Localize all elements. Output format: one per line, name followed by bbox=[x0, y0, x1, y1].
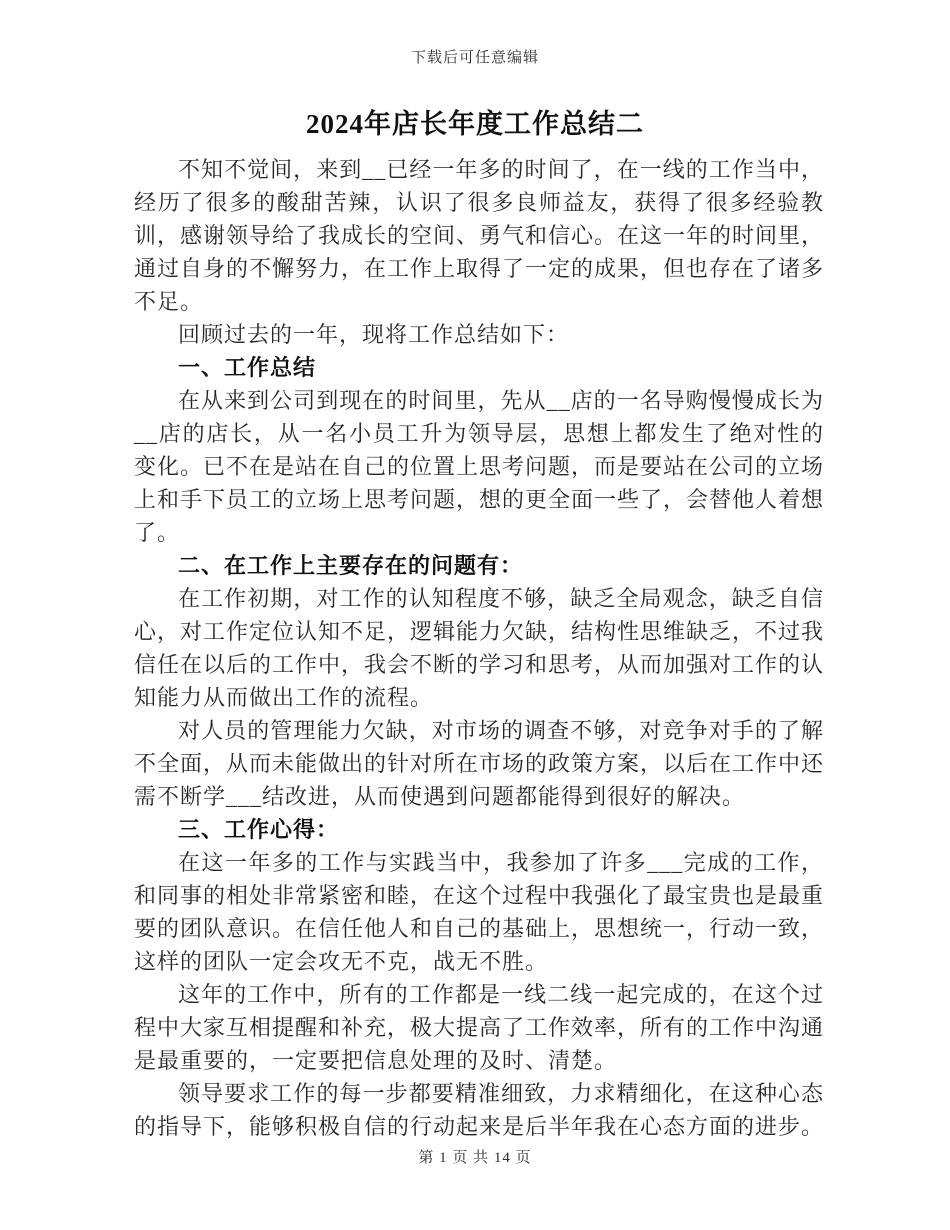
paragraph-intro: 不知不觉间，来到__已经一年多的时间了，在一线的工作当中，经历了很多的酸甜苦辣，认识了很多良师益友，获得了很多经验教训，感谢领导给了我成长的空间、勇气和信心。在这一年的时间里，通过自身的不懈努力，在工作上取得了一定的成果，但也存在了诸多不足。 bbox=[134, 157, 825, 314]
document-title: 2024年店长年度工作总结二 bbox=[306, 109, 644, 139]
page-footer bbox=[0, 1146, 950, 1167]
paragraph-section1: 在从来到公司到现在的时间里，先从__店的一名导购慢慢成长为__店的店长，从一名小员工升为领导层，思想上都发生了绝对性的变化。已不在是站在自己的位置上思考问题，而是要站在公司的立场上和手下员工的立场上思考问题，想的更全面一些了，会替他人着想了。 bbox=[134, 388, 825, 545]
paragraph-section3-b: 这年的工作中，所有的工作都是一线二线一起完成的，在这个过程中大家互相提醒和补充，极大提高了工作效率，所有的工作中沟通是最重要的，一定要把信息处理的及时、清楚。 bbox=[134, 982, 825, 1073]
paragraph-section3-a: 在这一年多的工作与实践当中，我参加了许多___完成的工作，和同事的相处非常紧密和睦，在这个过程中我强化了最宝贵也是最重要的团队意识。在信任他人和自己的基础上，思想统一，行动一致，这样的团队一定会攻无不克，战无不胜。 bbox=[134, 850, 825, 974]
section-heading-3: 三、工作心得： bbox=[178, 817, 340, 842]
section-heading-1: 一、工作总结 bbox=[178, 355, 317, 380]
page-header bbox=[0, 46, 950, 67]
paragraph-section2-a: 在工作初期，对工作的认知程度不够，缺乏全局观念，缺乏自信心，对工作定位认知不足，逻辑能力欠缺，结构性思维缺乏，不过我信任在以后的工作中，我会不断的学习和思考，从而加强对工作的认知能力从而做出工作的流程。 bbox=[134, 586, 825, 710]
paragraph-section3-c: 领导要求工作的每一步都要精准细致，力求精细化，在这种心态的指导下，能够积极自信的行动起来是后半年我在心态方面的进步。 bbox=[134, 1081, 825, 1139]
document-body bbox=[134, 153, 824, 1143]
section-heading-2: 二、在工作上主要存在的问题有： bbox=[178, 553, 524, 578]
page-number: 第 1 页 共 14 页 bbox=[418, 1150, 532, 1166]
paragraph-section2-b: 对人员的管理能力欠缺，对市场的调查不够，对竞争对手的了解不全面，从而未能做出的针对所在市场的政策方案，以后在工作中还需不断学___结改进，从而使遇到问题都能得到很好的解决。 bbox=[134, 718, 825, 809]
paragraph-lead-in: 回顾过去的一年，现将工作总结如下： bbox=[178, 322, 570, 347]
header-note: 下载后可任意编辑 bbox=[410, 50, 539, 66]
